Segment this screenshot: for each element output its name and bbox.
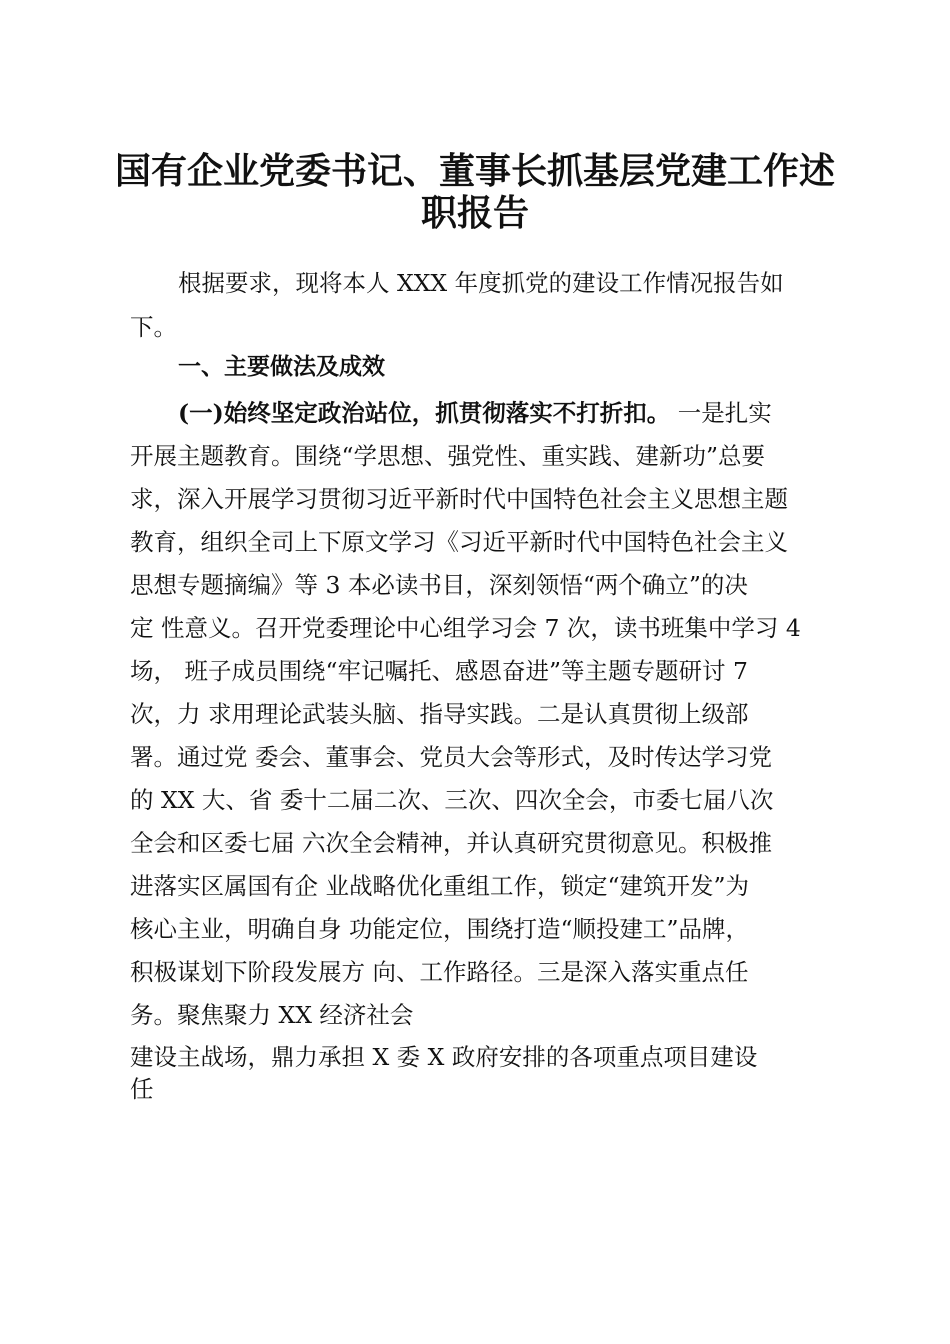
body-line: 定 性意义。召开党委理论中心组学习会 7 次，读书班集中学习 4	[130, 614, 801, 642]
body-line: 署。通过党 委会、董事会、党员大会等形式，及时传达学习党	[130, 743, 772, 771]
body-line: 开展主题教育。围绕“学思想、强党性、重实践、建新功”总要	[130, 442, 766, 470]
body-line: 核心主业，明确自身 功能定位，围绕打造“顺投建工”品牌，	[130, 915, 749, 943]
body-line: 教育，组织全司上下原文学习《习近平新时代中国特色社会主义	[130, 528, 788, 556]
body-line: 求，深入开展学习贯彻习近平新时代中国特色社会主义思想主题	[130, 485, 788, 513]
body-line: 任	[130, 1075, 154, 1103]
body-line: 场， 班子成员围绕“牢记嘱托、感恩奋进”等主题专题研讨 7	[130, 657, 748, 685]
body-line: 思想专题摘编》等 3 本必读书目，深刻领悟“两个确立”的决	[130, 571, 748, 599]
subsection-first-line-rest: 一是扎实	[670, 399, 772, 427]
body-line: 建设主战场，鼎力承担 X 委 X 政府安排的各项重点项目建设	[130, 1043, 758, 1071]
section-heading: 一、主要做法及成效	[178, 354, 385, 380]
body-line: 积极谋划下阶段发展方 向、工作路径。三是深入落实重点任	[130, 958, 749, 986]
document-title-line-1: 国有企业党委书记、董事长抓基层党建工作述	[114, 151, 835, 192]
intro-line-2: 下。	[130, 313, 177, 341]
subsection-first-line	[178, 398, 772, 428]
body-line: 次，力 求用理论武装头脑、指导实践。二是认真贯彻上级部	[130, 700, 749, 728]
subsection-heading: (一)始终坚定政治站位，抓贯彻落实不打折扣。	[178, 399, 671, 427]
body-line: 务。聚焦聚力 XX 经济社会	[130, 1001, 414, 1029]
document-title-line-2: 职报告	[420, 193, 529, 234]
body-line: 进落实区属国有企 业战略优化重组工作，锁定“建筑开发”为	[130, 872, 749, 900]
body-line: 全会和区委七届 六次全会精神，并认真研究贯彻意见。积极推	[130, 829, 772, 857]
intro-line-1: 根据要求，现将本人 XXX 年度抓党的建设工作情况报告如	[178, 269, 784, 297]
body-line: 的 XX 大、省 委十二届二次、三次、四次全会，市委七届八次	[130, 786, 774, 814]
